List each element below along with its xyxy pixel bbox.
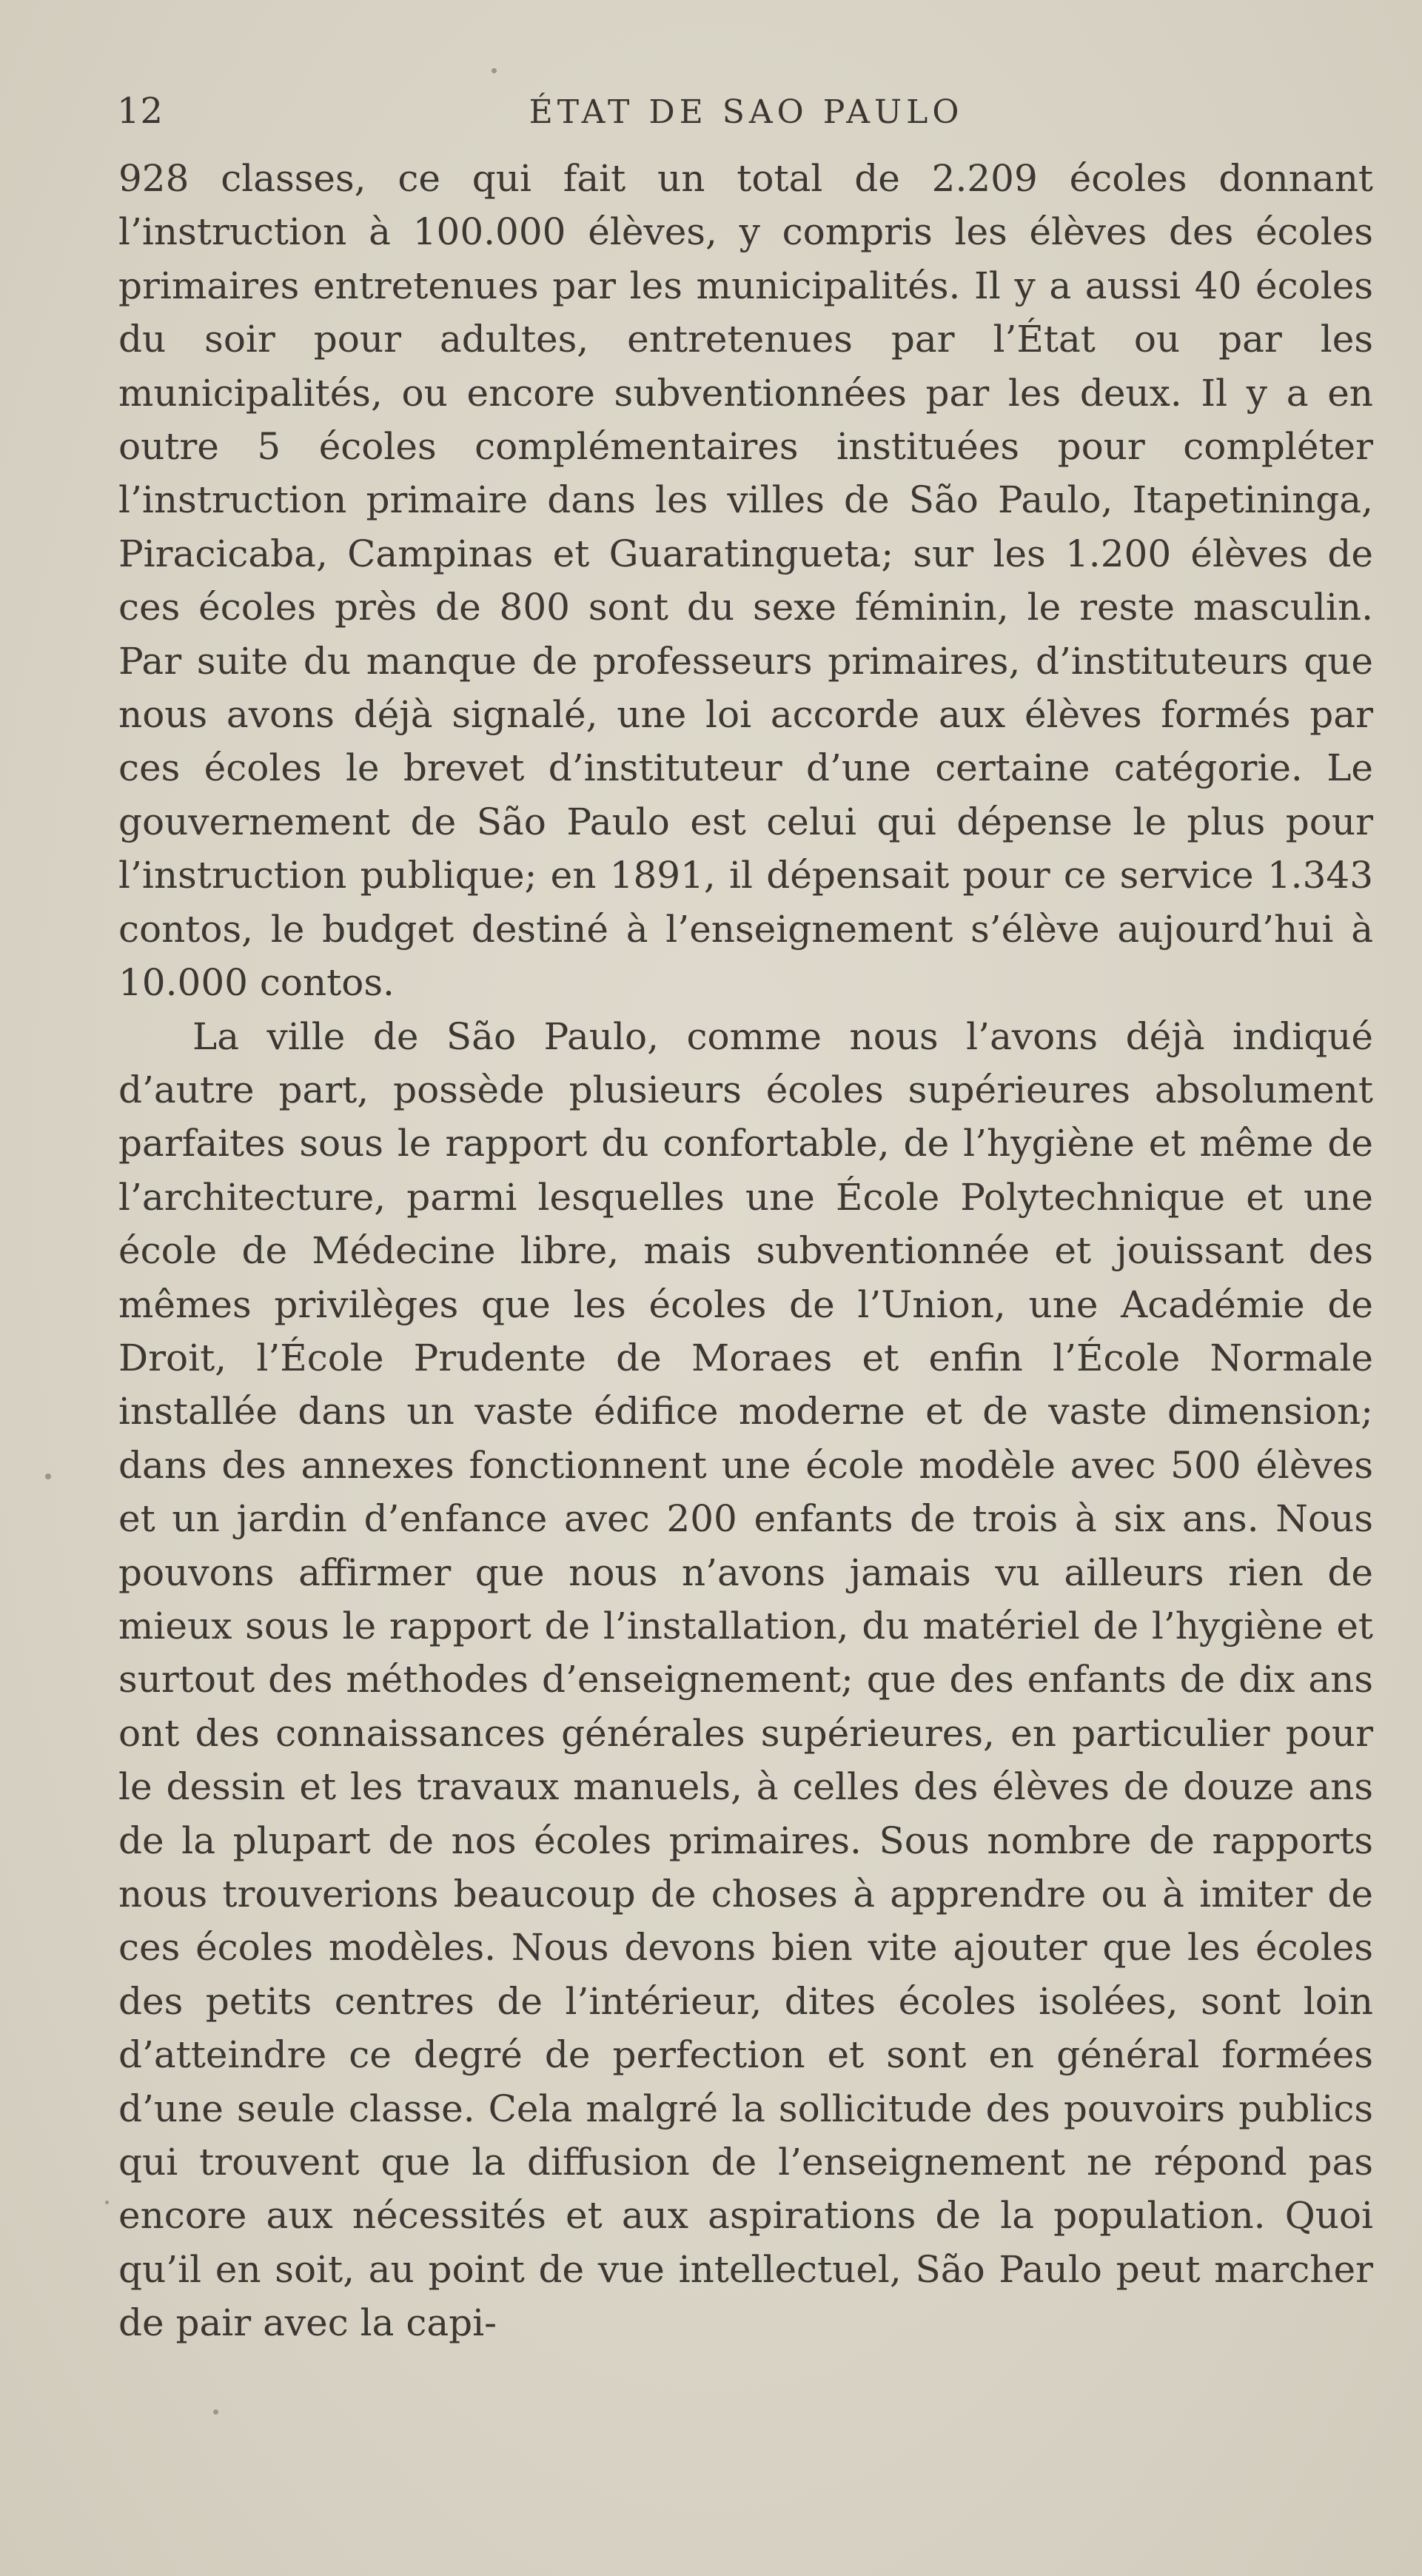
paragraph-1: 928 classes, ce qui fait un total de 2.209 écoles donnant l’instruction à 100.000 élèves, y compris les élèves des écoles primaires entretenues par les municipalités. Il y a aussi 40 écoles du soir pour adultes, entretenues par l’État ou par les municipalités, ou encore subventionnées par les deux. Il y a en outre 5 écoles complémentaires instituées pour compléter l’instruction primaire dans les villes de São Paulo, Itapetininga, Piracicaba, Campinas et Guaratingueta; sur les 1.200 élèves de ces écoles près de 800 sont du sexe féminin, le reste masculin. Par suite du manque de professeurs primaires, d’instituteurs que nous avons déjà signalé, une loi accorde aux élèves formés par ces écoles le brevet d’instituteur d’une certaine catégorie. Le gouvernement de São Paulo est celui qui dépense le plus pour l’instruction publique; en 1891, il dépensait pour ce service 1.343 contos, le budget destiné à l’enseignement s’élève aujourd’hui à 10.000 contos. <box>118 157 1373 1005</box>
page-number: 12 <box>117 90 164 132</box>
paper-speck <box>492 68 497 73</box>
body-text <box>118 152 1373 2350</box>
page-header <box>117 83 1375 142</box>
paper-speck <box>45 1473 51 1479</box>
paper-speck <box>105 2201 109 2204</box>
paper-speck <box>213 2409 218 2415</box>
paragraph-2: La ville de São Paulo, comme nous l’avons déjà indiqué d’autre part, possède plusieurs écoles supérieures absolument parfaites sous le rapport du confortable, de l’hygiène et même de l’architecture, parmi lesquelles une École Polytechnique et une école de Médecine libre, mais subventionnée et jouissant des mêmes privilèges que les écoles de l’Union, une Académie de Droit, l’École Prudente de Moraes et enfin l’École Normale installée dans un vaste édifice moderne et de vaste dimension; dans des annexes fonctionnent une école modèle avec 500 élèves et un jardin d’enfance avec 200 enfants de trois à six ans. Nous pouvons affirmer que nous n’avons jamais vu ailleurs rien de mieux sous le rapport de l’installation, du matériel de l’hygiène et surtout des méthodes d’enseignement; que des enfants de dix ans ont des connaissances générales supérieures, en particulier pour le dessin et les travaux manuels, à celles des élèves de douze ans de la plupart de nos écoles primaires. Sous nombre de rapports nous trouverions beaucoup de choses à apprendre ou à imiter de ces écoles modèles. Nous devons bien vite ajouter que les écoles des petits centres de l’intérieur, dites écoles isolées, sont loin d’atteindre ce degré de perfection et sont en général formées d’une seule classe. Cela malgré la sollicitude des pouvoirs publics qui trouvent que la diffusion de l’enseignement ne répond pas encore aux nécessités et aux aspirations de la population. Quoi qu’il en soit, au point de vue intellectuel, São Paulo peut marcher de pair avec la capi- <box>118 1014 1373 2345</box>
running-title: ÉTAT DE SAO PAULO <box>529 93 964 131</box>
